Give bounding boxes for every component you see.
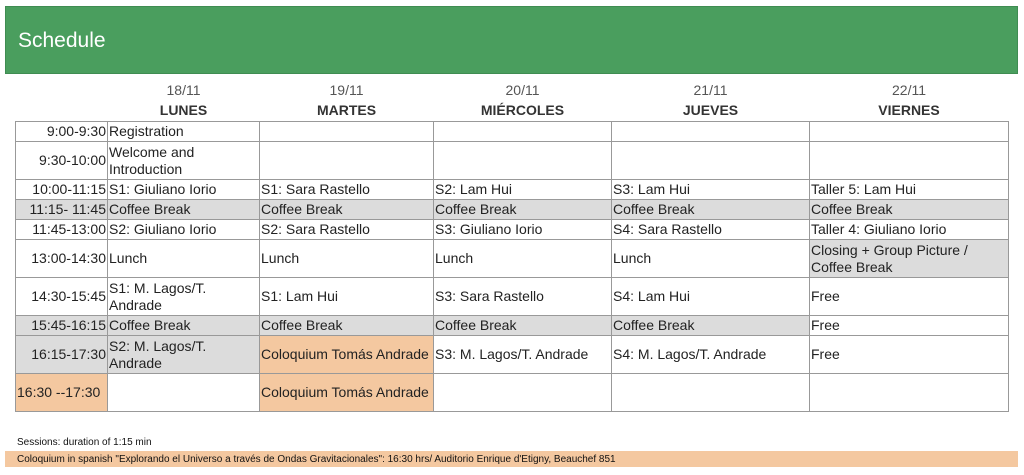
session-cell <box>810 142 1009 180</box>
session-cell <box>434 374 612 412</box>
table-row <box>16 240 1009 278</box>
day-date: 21/11 <box>693 81 728 98</box>
time-slot: 10:00-11:15 <box>16 180 108 200</box>
break-cell: Coffee Break <box>260 316 434 336</box>
session-cell: Taller 4: Giuliano Iorio <box>810 220 1009 240</box>
schedule-header <box>5 6 1018 74</box>
day-date: 22/11 <box>892 81 926 98</box>
break-cell: Coffee Break <box>810 200 1009 220</box>
time-slot: 11:45-13:00 <box>16 220 108 240</box>
day-name: MARTES <box>316 101 377 118</box>
session-cell: S4: Lam Hui <box>612 278 810 316</box>
session-cell: S2: M. Lagos/T. Andrade <box>108 336 260 374</box>
time-slot: 16:30 --17:30 <box>16 374 108 412</box>
time-slot: 16:15-17:30 <box>16 336 108 374</box>
break-cell: Coffee Break <box>612 200 810 220</box>
session-cell: Registration <box>108 122 260 142</box>
session-cell: S4: M. Lagos/T. Andrade <box>612 336 810 374</box>
colloquium-note-bar <box>5 451 1018 467</box>
day-name: VIERNES <box>878 101 940 118</box>
session-cell: S1: Sara Rastello <box>260 180 434 200</box>
time-slot: 14:30-15:45 <box>16 278 108 316</box>
table-row <box>16 336 1009 374</box>
day-date: 20/11 <box>505 81 540 98</box>
session-cell: Free <box>810 316 1009 336</box>
session-cell: S2: Sara Rastello <box>260 220 434 240</box>
day-name: LUNES <box>159 101 208 118</box>
table-row <box>16 122 1009 142</box>
session-cell <box>612 122 810 142</box>
session-cell <box>810 122 1009 142</box>
session-cell <box>612 374 810 412</box>
table-row <box>16 180 1009 200</box>
day-date: 19/11 <box>329 81 364 98</box>
colloquium-cell: Coloquium Tomás Andrade <box>260 374 434 412</box>
break-cell: Coffee Break <box>260 200 434 220</box>
day-name: MIÉRCOLES <box>480 101 565 118</box>
table-row <box>16 200 1009 220</box>
session-cell: S3: Giuliano Iorio <box>434 220 612 240</box>
day-date: 18/11 <box>166 81 201 98</box>
corner-cell <box>16 80 108 100</box>
schedule-table <box>15 80 1009 412</box>
session-cell <box>434 122 612 142</box>
session-cell: Free <box>810 278 1009 316</box>
session-cell <box>260 122 434 142</box>
table-row <box>16 374 1009 412</box>
session-cell: Free <box>810 336 1009 374</box>
session-cell: S1: Giuliano Iorio <box>108 180 260 200</box>
table-row <box>16 142 1009 180</box>
session-cell: Closing + Group Picture / Coffee Break <box>810 240 1009 278</box>
time-slot: 11:15- 11:45 <box>16 200 108 220</box>
table-row <box>16 278 1009 316</box>
break-cell: Coffee Break <box>108 200 260 220</box>
colloquium-cell: Coloquium Tomás Andrade <box>260 336 434 374</box>
session-cell: S1: M. Lagos/T. Andrade <box>108 278 260 316</box>
break-cell: Coffee Break <box>434 316 612 336</box>
session-cell: Lunch <box>260 240 434 278</box>
sessions-footnote: Sessions: duration of 1:15 min <box>17 437 152 448</box>
session-cell <box>434 142 612 180</box>
session-cell: S4: Sara Rastello <box>612 220 810 240</box>
time-slot: 13:00-14:30 <box>16 240 108 278</box>
session-cell: Lunch <box>434 240 612 278</box>
corner-cell <box>16 100 108 120</box>
day-name: JUEVES <box>682 101 739 118</box>
session-cell <box>810 374 1009 412</box>
session-cell <box>260 142 434 180</box>
session-cell: S3: M. Lagos/T. Andrade <box>434 336 612 374</box>
session-cell: S2: Giuliano Iorio <box>108 220 260 240</box>
session-cell: S2: Lam Hui <box>434 180 612 200</box>
break-cell: Coffee Break <box>612 316 810 336</box>
session-cell: Lunch <box>108 240 260 278</box>
colloquium-note: Coloquium in spanish "Explorando el Universo a través de Ondas Gravitacionales": 16:30 hrs/ Auditorio Enrique d'Etigny, Beauchef 851 <box>17 454 616 465</box>
break-cell: Coffee Break <box>434 200 612 220</box>
session-cell: Taller 5: Lam Hui <box>810 180 1009 200</box>
session-cell <box>108 374 260 412</box>
time-slot: 9:00-9:30 <box>16 122 108 142</box>
session-cell: Lunch <box>612 240 810 278</box>
table-row <box>16 220 1009 240</box>
time-slot: 9:30-10:00 <box>16 142 108 180</box>
time-slot: 15:45-16:15 <box>16 316 108 336</box>
session-cell: S3: Sara Rastello <box>434 278 612 316</box>
session-cell: Welcome and Introduction <box>108 142 260 180</box>
table-row <box>16 316 1009 336</box>
session-cell <box>612 142 810 180</box>
session-cell: S1: Lam Hui <box>260 278 434 316</box>
break-cell: Coffee Break <box>108 316 260 336</box>
page-title: Schedule <box>18 29 106 52</box>
session-cell: S3: Lam Hui <box>612 180 810 200</box>
